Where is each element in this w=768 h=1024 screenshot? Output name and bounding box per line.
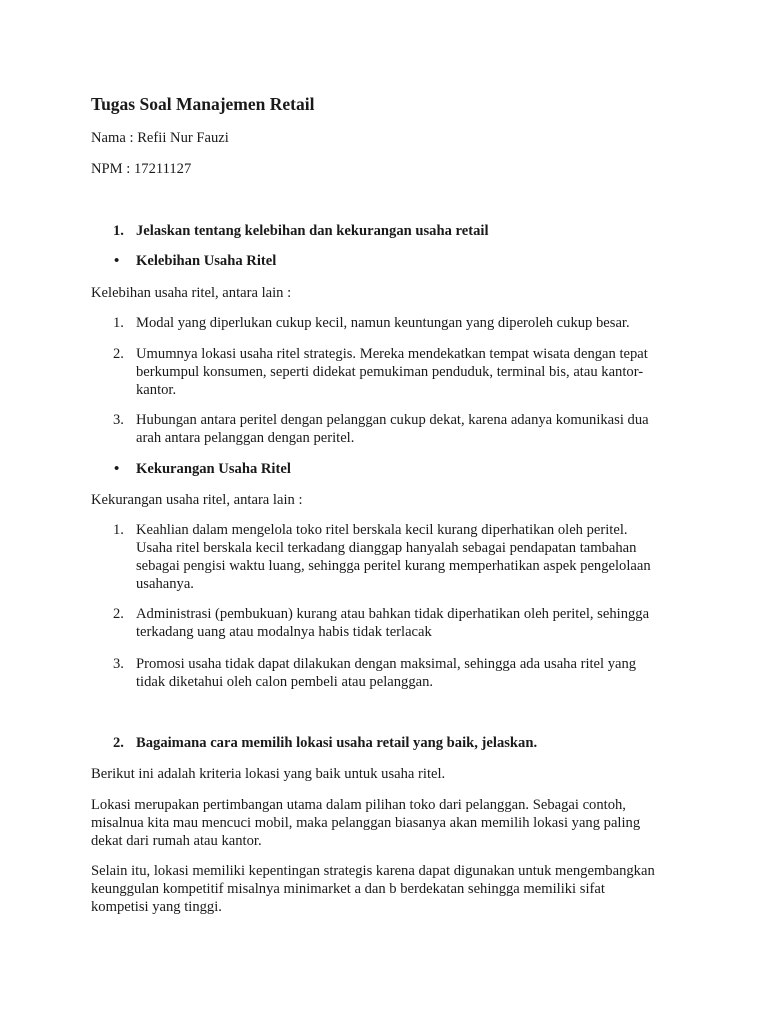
kelebihan-item-1-number: 1. — [113, 315, 124, 331]
question-1-text: Jelaskan tentang kelebihan dan kekurangan usaha retail — [136, 223, 489, 239]
kekurangan-item-1-line-2: Usaha ritel berskala kecil terkadang dianggap hanyalah sebagai pendapatan tambahan — [136, 540, 637, 556]
kekurangan-item-1-line-4: usahanya. — [136, 576, 194, 592]
kelebihan-item-1-line-1: Modal yang diperlukan cukup kecil, namun keuntungan yang diperoleh cukup besar. — [136, 315, 630, 331]
kelebihan-heading: Kelebihan Usaha Ritel — [136, 253, 277, 269]
kelebihan-item-2-number: 2. — [113, 346, 124, 362]
npm-line: NPM : 17211127 — [91, 161, 192, 177]
kekurangan-item-1-number: 1. — [113, 522, 124, 538]
q2-paragraph-3-line-3: kompetisi yang tinggi. — [91, 899, 222, 915]
question-1-number: 1. — [113, 223, 124, 239]
kekurangan-item-1-line-1: Keahlian dalam mengelola toko ritel berskala kecil kurang diperhatikan oleh peritel. — [136, 522, 628, 538]
bullet-icon: • — [114, 461, 120, 477]
kelebihan-item-2-line-1: Umumnya lokasi usaha ritel strategis. Mereka mendekatkan tempat wisata dengan tepat — [136, 346, 648, 362]
document-title: Tugas Soal Manajemen Retail — [91, 94, 315, 114]
kelebihan-intro: Kelebihan usaha ritel, antara lain : — [91, 285, 292, 301]
q2-paragraph-3-line-2: keunggulan kompetitif misalnya minimarket a dan b berdekatan sehingga memiliki sifat — [91, 881, 605, 897]
nama-line: Nama : Refii Nur Fauzi — [91, 130, 229, 146]
question-2-text: Bagaimana cara memilih lokasi usaha retail yang baik, jelaskan. — [136, 735, 538, 751]
kelebihan-item-3-number: 3. — [113, 412, 124, 428]
q2-paragraph-3-line-1: Selain itu, lokasi memiliki kepentingan strategis karena dapat digunakan untuk mengembangkan — [91, 863, 655, 879]
kekurangan-item-3-line-1: Promosi usaha tidak dapat dilakukan dengan maksimal, sehingga ada usaha ritel yang — [136, 656, 637, 672]
kekurangan-item-2-line-1: Administrasi (pembukuan) kurang atau bahkan tidak diperhatikan oleh peritel, sehingga — [136, 606, 650, 622]
kekurangan-item-3-number: 3. — [113, 656, 124, 672]
kekurangan-item-2-number: 2. — [113, 606, 124, 622]
kelebihan-item-2-line-2: berkumpul konsumen, seperti didekat pemukiman penduduk, terminal bis, atau kantor- — [136, 364, 644, 380]
kekurangan-item-3-line-2: tidak diketahui oleh calon pembeli atau pelanggan. — [136, 674, 434, 690]
q2-paragraph-2-line-3: dekat dari rumah atau kantor. — [91, 833, 262, 849]
kelebihan-item-3-line-1: Hubungan antara peritel dengan pelanggan cukup dekat, karena adanya komunikasi dua — [136, 412, 649, 428]
kelebihan-item-2-line-3: kantor. — [136, 382, 177, 398]
q2-paragraph-2-line-2: misalnua kita mau mencuci mobil, maka pelanggan biasanya akan memilih lokasi yang paling — [91, 815, 641, 831]
q2-paragraph-2-line-1: Lokasi merupakan pertimbangan utama dalam pilihan toko dari pelanggan. Sebagai contoh, — [91, 797, 626, 813]
bullet-icon: • — [114, 253, 120, 269]
kekurangan-item-2-line-2: terkadang uang atau modalnya habis tidak terlacak — [136, 624, 432, 640]
kekurangan-item-1-line-3: sebagai pengisi waktu luang, sehingga peritel kurang memperhatikan aspek pengelolaan — [136, 558, 651, 574]
kelebihan-item-3-line-2: arah antara pelanggan dengan peritel. — [136, 430, 355, 446]
question-2-number: 2. — [113, 735, 124, 751]
kekurangan-intro: Kekurangan usaha ritel, antara lain : — [91, 492, 303, 508]
q2-paragraph-1-line-1: Berikut ini adalah kriteria lokasi yang baik untuk usaha ritel. — [91, 766, 446, 782]
kekurangan-heading: Kekurangan Usaha Ritel — [136, 461, 291, 477]
